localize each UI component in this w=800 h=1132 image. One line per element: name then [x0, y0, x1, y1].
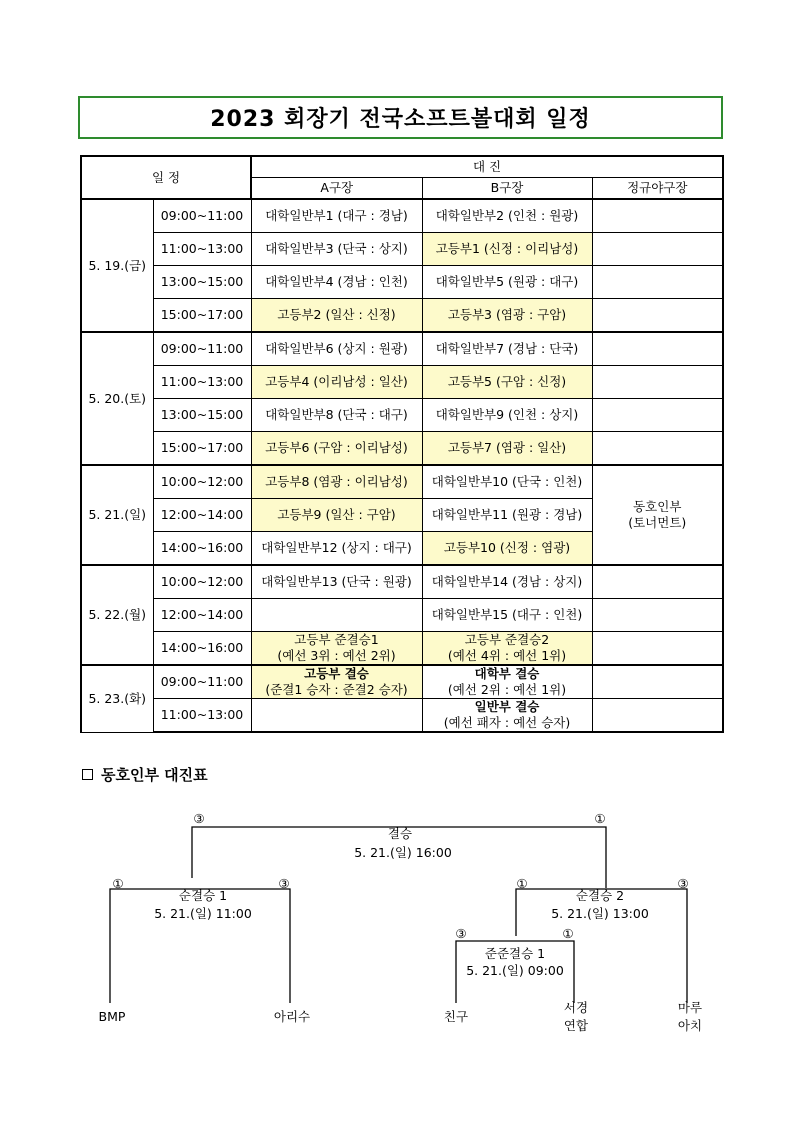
square-bullet-icon: [82, 769, 93, 780]
quarter-label: 준준결승 1: [484, 946, 546, 961]
header-date: 일 정: [81, 156, 251, 199]
team-label: 서경: [563, 1000, 589, 1015]
final-date: 5. 21.(일) 16:00: [354, 845, 452, 860]
match-b: 대학일반부11 (원광 : 경남): [422, 499, 592, 532]
time-cell: 14:00~16:00: [153, 632, 251, 666]
bracket-section-title: 동호인부 대진표: [101, 766, 208, 784]
time-cell: 13:00~15:00: [153, 266, 251, 299]
match-a: 고등부9 (일산 : 구암): [251, 499, 422, 532]
date-cell: 5. 22.(월): [81, 565, 153, 665]
team-label: BMP: [98, 1009, 126, 1024]
time-cell: 11:00~13:00: [153, 699, 251, 733]
match-c: [592, 332, 723, 366]
header-field-c: 정규야구장: [592, 178, 723, 200]
team-label: 연합: [563, 1018, 589, 1033]
date-cell: 5. 20.(토): [81, 332, 153, 465]
tournament-bracket: [0, 800, 800, 1050]
match-b: 대학일반부9 (인천 : 상지): [422, 399, 592, 432]
match-detail: (예선 3위 : 예선 2위): [277, 648, 396, 663]
match-a: 고등부4 (이리남성 : 일산): [251, 366, 422, 399]
final-label: 결승: [387, 826, 413, 841]
time-cell: 12:00~14:00: [153, 599, 251, 632]
match-b: 대학일반부2 (인천 : 원광): [422, 199, 592, 233]
match-b: 대학일반부10 (단국 : 인천): [422, 465, 592, 499]
match-b: 고등부1 (신정 : 이리남성): [422, 233, 592, 266]
match-b: [422, 632, 592, 666]
match-detail: (예선 2위 : 예선 1위): [447, 682, 567, 697]
match-a: [251, 632, 422, 666]
match-c: [592, 399, 723, 432]
match-a: 대학일반부6 (상지 : 원광): [251, 332, 422, 366]
team-label: 아치: [677, 1018, 703, 1033]
match-c: [592, 266, 723, 299]
time-cell: 11:00~13:00: [153, 366, 251, 399]
semi1-label: 순결승 1: [178, 888, 228, 903]
team-label: 아리수: [273, 1009, 311, 1024]
match-b: 고등부5 (구암 : 신정): [422, 366, 592, 399]
match-detail: (예선 패자 : 예선 승자): [443, 715, 571, 730]
match-a: 고등부6 (구암 : 이리남성): [251, 432, 422, 466]
match-a: 대학일반부3 (단국 : 상지): [251, 233, 422, 266]
time-cell: 14:00~16:00: [153, 532, 251, 566]
match-title: 고등부 결승: [304, 666, 369, 682]
match-c: [592, 299, 723, 333]
time-cell: 15:00~17:00: [153, 299, 251, 333]
match-c: [592, 632, 723, 666]
semi2-date: 5. 21.(일) 13:00: [551, 906, 649, 921]
match-a: 대학일반부4 (경남 : 인천): [251, 266, 422, 299]
match-c: [592, 699, 723, 733]
semi2-right-mark: ③: [677, 876, 689, 891]
match-b: 대학일반부15 (대구 : 인천): [422, 599, 592, 632]
match-title: 일반부 결승: [474, 699, 540, 715]
match-c: [592, 199, 723, 233]
date-cell: 5. 21.(일): [81, 465, 153, 565]
match-b: 고등부3 (염광 : 구암): [422, 299, 592, 333]
final-right-mark: ①: [594, 811, 606, 826]
semi1-date: 5. 21.(일) 11:00: [154, 906, 252, 921]
semi1-right-mark: ③: [278, 876, 290, 891]
match-b: [422, 665, 592, 699]
date-cell: 5. 23.(화): [81, 665, 153, 732]
match-c: [592, 565, 723, 599]
time-cell: 12:00~14:00: [153, 499, 251, 532]
tournament-sublabel: (토너먼트): [628, 515, 687, 530]
team-label: 마루: [677, 1000, 703, 1015]
match-b: 대학일반부5 (원광 : 대구): [422, 266, 592, 299]
match-a: 대학일반부8 (단국 : 대구): [251, 399, 422, 432]
time-cell: 11:00~13:00: [153, 233, 251, 266]
match-a: 고등부8 (염광 : 이리남성): [251, 465, 422, 499]
match-c: [592, 665, 723, 699]
match-b: 대학일반부14 (경남 : 상지): [422, 565, 592, 599]
quarter-date: 5. 21.(일) 09:00: [466, 963, 564, 978]
schedule-table: [80, 155, 724, 733]
match-title: 대학부 결승: [474, 666, 540, 682]
match-title: 고등부 준결승2: [464, 632, 550, 648]
match-a: [251, 599, 422, 632]
match-a: 대학일반부12 (상지 : 대구): [251, 532, 422, 566]
tournament-label: 동호인부: [633, 499, 682, 515]
quarter-left-mark: ③: [455, 926, 467, 941]
match-a: 고등부2 (일산 : 신정): [251, 299, 422, 333]
match-title: 고등부 준결승1: [294, 632, 379, 648]
page-title: 2023 회장기 전국소프트볼대회 일정: [78, 96, 723, 139]
match-c: [592, 599, 723, 632]
match-a: 대학일반부1 (대구 : 경남): [251, 199, 422, 233]
time-cell: 10:00~12:00: [153, 565, 251, 599]
time-cell: 09:00~11:00: [153, 199, 251, 233]
date-cell: 5. 19.(금): [81, 199, 153, 332]
header-field-a: A구장: [251, 178, 422, 200]
match-b: 고등부7 (염광 : 일산): [422, 432, 592, 466]
semi1-left-mark: ①: [112, 876, 124, 891]
semi2-left-mark: ①: [516, 876, 528, 891]
match-b: 대학일반부7 (경남 : 단국): [422, 332, 592, 366]
header-match: 대 진: [251, 156, 723, 178]
final-left-mark: ③: [193, 811, 205, 826]
time-cell: 09:00~11:00: [153, 665, 251, 699]
match-detail: (예선 4위 : 예선 1위): [447, 648, 567, 663]
team-label: 친구: [443, 1009, 469, 1024]
match-detail: (준결1 승자 : 준결2 승자): [265, 682, 408, 697]
match-c: [592, 233, 723, 266]
match-c-tournament: [592, 465, 723, 565]
match-c: [592, 432, 723, 466]
header-field-b: B구장: [422, 178, 592, 200]
match-a: [251, 665, 422, 699]
match-c: [592, 366, 723, 399]
match-b: [422, 699, 592, 733]
semi2-label: 순결승 2: [575, 888, 625, 903]
quarter-right-mark: ①: [562, 926, 574, 941]
time-cell: 10:00~12:00: [153, 465, 251, 499]
match-a: 대학일반부13 (단국 : 원광): [251, 565, 422, 599]
time-cell: 09:00~11:00: [153, 332, 251, 366]
time-cell: 13:00~15:00: [153, 399, 251, 432]
match-b: 고등부10 (신정 : 염광): [422, 532, 592, 566]
match-a: [251, 699, 422, 733]
time-cell: 15:00~17:00: [153, 432, 251, 466]
bracket-section-heading: [82, 764, 208, 785]
